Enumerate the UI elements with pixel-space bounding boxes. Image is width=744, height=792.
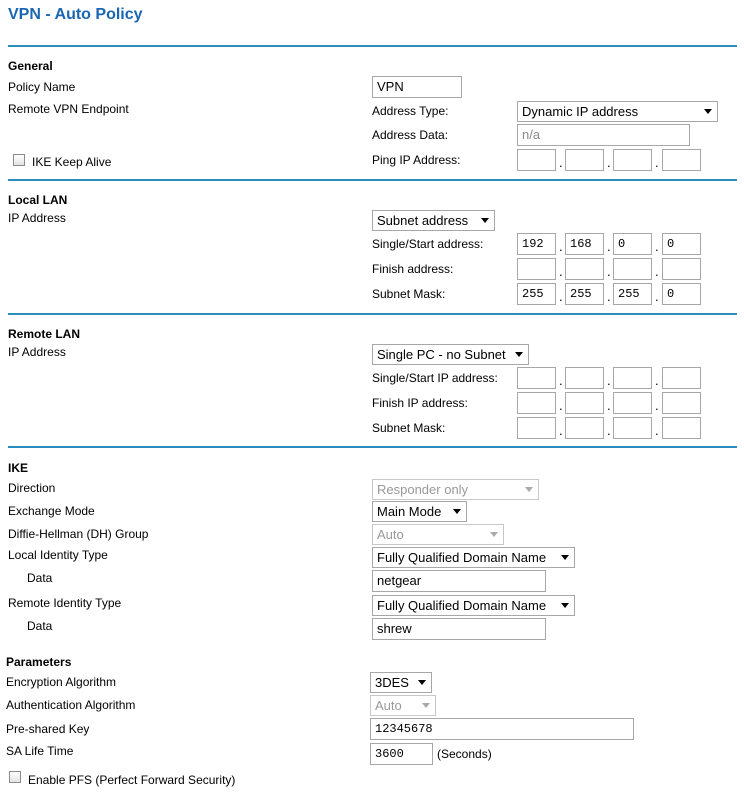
- local-start-octet-3[interactable]: 0: [613, 233, 652, 255]
- ping-ip-label: Ping IP Address:: [372, 153, 461, 167]
- section-divider: [8, 446, 737, 448]
- octet-separator: .: [559, 264, 563, 279]
- remote-ip-type-select[interactable]: Single PC - no Subnet: [372, 344, 529, 365]
- local-identity-select[interactable]: Fully Qualified Domain Name: [372, 547, 575, 568]
- local-mask-label: Subnet Mask:: [372, 287, 446, 301]
- remote-ip-label: IP Address: [8, 345, 66, 359]
- local-ip-label: IP Address: [8, 211, 66, 225]
- encryption-label: Encryption Algorithm: [6, 675, 117, 689]
- local-finish-octet-1[interactable]: [517, 258, 556, 280]
- local-start-octet-1[interactable]: 192: [517, 233, 556, 255]
- ping-ip-octet-3[interactable]: [613, 149, 652, 171]
- local-mask-octet-2[interactable]: 255: [565, 283, 604, 305]
- local-lan-heading: Local LAN: [8, 193, 68, 207]
- ike-keep-alive-checkbox[interactable]: [13, 154, 25, 166]
- page-title: VPN - Auto Policy: [8, 6, 143, 23]
- chevron-down-icon: [561, 555, 569, 560]
- octet-separator: .: [559, 289, 563, 304]
- encryption-select[interactable]: 3DES: [370, 672, 432, 693]
- remote-mask-octet-4[interactable]: [662, 417, 701, 439]
- general-heading: General: [8, 59, 53, 73]
- direction-label: Direction: [8, 481, 56, 495]
- remote-mask-label: Subnet Mask:: [372, 421, 446, 435]
- remote-finish-label: Finish IP address:: [372, 396, 468, 410]
- psk-label: Pre-shared Key: [6, 722, 90, 736]
- direction-select[interactable]: Responder only: [372, 479, 539, 500]
- remote-identity-select[interactable]: Fully Qualified Domain Name: [372, 595, 575, 616]
- local-start-octet-4[interactable]: 0: [662, 233, 701, 255]
- octet-separator: .: [607, 423, 611, 438]
- parameters-heading: Parameters: [6, 655, 72, 669]
- chevron-down-icon: [561, 603, 569, 608]
- chevron-down-icon: [525, 487, 533, 492]
- ping-ip-octet-2[interactable]: [565, 149, 604, 171]
- authentication-label: Authentication Algorithm: [6, 698, 136, 712]
- remote-start-octet-4[interactable]: [662, 367, 701, 389]
- psk-input[interactable]: 12345678: [370, 718, 634, 740]
- exchange-mode-select[interactable]: Main Mode: [372, 501, 467, 522]
- ike-heading: IKE: [8, 461, 29, 475]
- octet-separator: .: [655, 239, 659, 254]
- octet-separator: .: [655, 264, 659, 279]
- remote-data-label: Data: [27, 619, 53, 633]
- octet-separator: .: [559, 398, 563, 413]
- address-data-label: Address Data:: [372, 128, 449, 142]
- enable-pfs-label: Enable PFS (Perfect Forward Security): [28, 773, 236, 787]
- section-divider: [8, 313, 737, 315]
- local-finish-octet-3[interactable]: [613, 258, 652, 280]
- octet-separator: .: [607, 155, 611, 170]
- octet-separator: .: [655, 373, 659, 388]
- dh-group-select[interactable]: Auto: [372, 524, 504, 545]
- chevron-down-icon: [481, 218, 489, 223]
- remote-finish-octet-3[interactable]: [613, 392, 652, 414]
- octet-separator: .: [655, 155, 659, 170]
- section-divider: [8, 179, 737, 181]
- chevron-down-icon: [453, 509, 461, 514]
- ping-ip-octet-1[interactable]: [517, 149, 556, 171]
- local-finish-octet-2[interactable]: [565, 258, 604, 280]
- ping-ip-octet-4[interactable]: [662, 149, 701, 171]
- octet-separator: .: [607, 264, 611, 279]
- authentication-select[interactable]: Auto: [370, 695, 436, 716]
- octet-separator: .: [655, 423, 659, 438]
- local-start-octet-2[interactable]: 168: [565, 233, 604, 255]
- remote-start-label: Single/Start IP address:: [372, 371, 498, 385]
- local-mask-octet-4[interactable]: 0: [662, 283, 701, 305]
- sa-lifetime-label: SA Life Time: [6, 744, 74, 758]
- section-divider: [8, 45, 737, 47]
- address-type-select[interactable]: Dynamic IP address: [517, 101, 718, 122]
- dh-group-label: Diffie-Hellman (DH) Group: [8, 527, 149, 541]
- octet-separator: .: [607, 289, 611, 304]
- policy-name-label: Policy Name: [8, 80, 76, 94]
- remote-mask-octet-2[interactable]: [565, 417, 604, 439]
- chevron-down-icon: [490, 532, 498, 537]
- enable-pfs-checkbox[interactable]: [9, 771, 21, 783]
- local-ip-type-select[interactable]: Subnet address: [372, 210, 495, 231]
- sa-lifetime-unit: (Seconds): [437, 747, 492, 761]
- remote-finish-octet-1[interactable]: [517, 392, 556, 414]
- address-data-input[interactable]: n/a: [517, 124, 690, 146]
- chevron-down-icon: [515, 352, 523, 357]
- address-type-label: Address Type:: [372, 104, 449, 118]
- local-finish-label: Finish address:: [372, 262, 454, 276]
- remote-finish-octet-4[interactable]: [662, 392, 701, 414]
- remote-identity-label: Remote Identity Type: [8, 596, 122, 610]
- octet-separator: .: [607, 398, 611, 413]
- local-data-label: Data: [27, 571, 53, 585]
- chevron-down-icon: [418, 680, 426, 685]
- local-start-label: Single/Start address:: [372, 237, 484, 251]
- local-finish-octet-4[interactable]: [662, 258, 701, 280]
- ike-keep-alive-label: IKE Keep Alive: [32, 155, 112, 169]
- octet-separator: .: [655, 398, 659, 413]
- octet-separator: .: [607, 373, 611, 388]
- octet-separator: .: [655, 289, 659, 304]
- remote-start-octet-3[interactable]: [613, 367, 652, 389]
- remote-data-input[interactable]: shrew: [372, 618, 546, 640]
- octet-separator: .: [607, 239, 611, 254]
- chevron-down-icon: [704, 109, 712, 114]
- octet-separator: .: [559, 239, 563, 254]
- remote-finish-octet-2[interactable]: [565, 392, 604, 414]
- chevron-down-icon: [422, 703, 430, 708]
- local-data-input[interactable]: netgear: [372, 570, 546, 592]
- octet-separator: .: [559, 155, 563, 170]
- remote-mask-octet-1[interactable]: [517, 417, 556, 439]
- remote-start-octet-2[interactable]: [565, 367, 604, 389]
- remote-mask-octet-3[interactable]: [613, 417, 652, 439]
- remote-start-octet-1[interactable]: [517, 367, 556, 389]
- sa-lifetime-input[interactable]: 3600: [370, 743, 433, 765]
- octet-separator: .: [559, 373, 563, 388]
- remote-lan-heading: Remote LAN: [8, 327, 81, 341]
- remote-endpoint-label: Remote VPN Endpoint: [8, 102, 129, 116]
- exchange-mode-label: Exchange Mode: [8, 504, 95, 518]
- local-mask-octet-1[interactable]: 255: [517, 283, 556, 305]
- octet-separator: .: [559, 423, 563, 438]
- policy-name-input[interactable]: VPN: [372, 76, 462, 98]
- local-mask-octet-3[interactable]: 255: [613, 283, 652, 305]
- local-identity-label: Local Identity Type: [8, 548, 108, 562]
